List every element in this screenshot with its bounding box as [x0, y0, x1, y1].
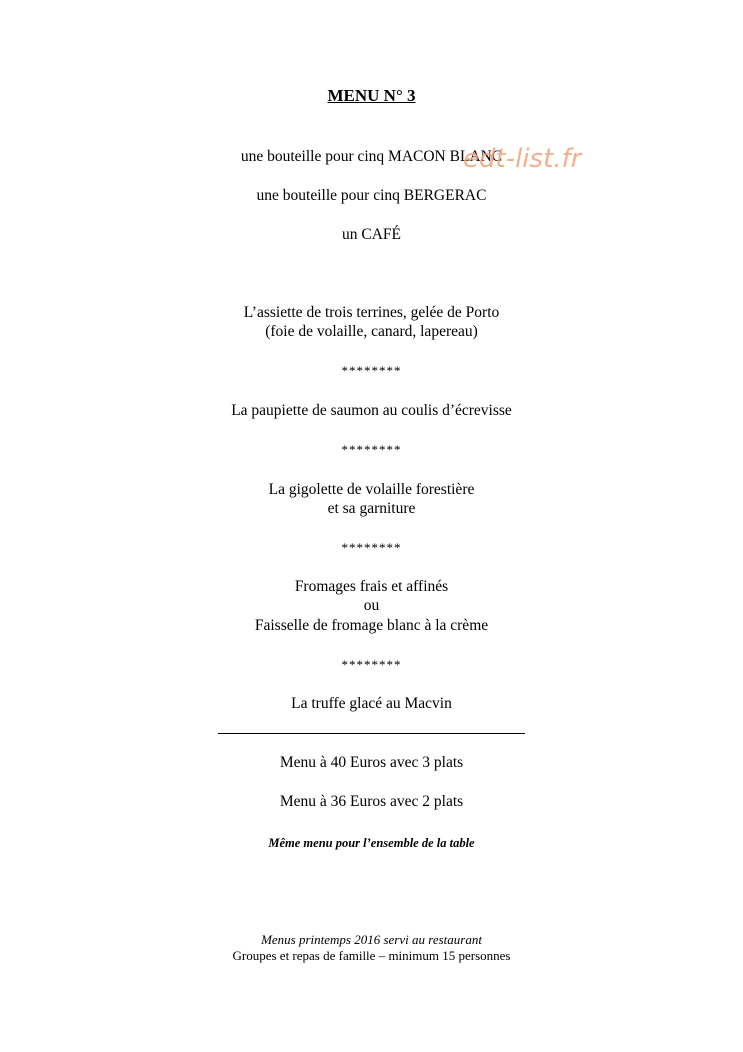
separator-3: ******** [341, 540, 402, 555]
price-3-plats: Menu à 40 Euros avec 3 plats [279, 754, 464, 771]
table-note: Même menu pour l’ensemble de la table [268, 836, 475, 850]
dessert-course: La truffe glacé au Macvin [291, 695, 452, 712]
main-course-line-2: et sa garniture [327, 500, 416, 517]
wine-bergerac: une bouteille pour cinq BERGERAC [256, 187, 487, 204]
footer-line-2: Groupes et repas de famille – minimum 15 personnes [232, 948, 511, 963]
footer-line-1: Menus printemps 2016 servi au restaurant [261, 932, 482, 947]
separator-1: ******** [341, 363, 402, 378]
price-2-plats: Menu à 36 Euros avec 2 plats [279, 793, 464, 810]
cheese-line-1: Fromages frais et affinés [294, 578, 449, 595]
fish-course: La paupiette de saumon au coulis d’écrevisse [231, 402, 512, 419]
separator-2: ******** [341, 442, 402, 457]
cheese-line-3: Faisselle de fromage blanc à la crème [254, 617, 489, 634]
wine-macon-blanc: une bouteille pour cinq MACON BLANC [240, 148, 503, 165]
separator-4: ******** [341, 657, 402, 672]
watermark: edt-list.fr [463, 144, 582, 174]
starter-line-1: L’assiette de trois terrines, gelée de Porto [243, 304, 500, 321]
menu-title: MENU N° 3 [327, 86, 416, 105]
main-course-line-1: La gigolette de volaille forestière [268, 481, 475, 498]
divider-rule [218, 733, 525, 734]
coffee-line: un CAFÉ [342, 226, 401, 243]
starter-line-2: (foie de volaille, canard, lapereau) [265, 323, 478, 340]
cheese-line-2: ou [363, 597, 380, 614]
